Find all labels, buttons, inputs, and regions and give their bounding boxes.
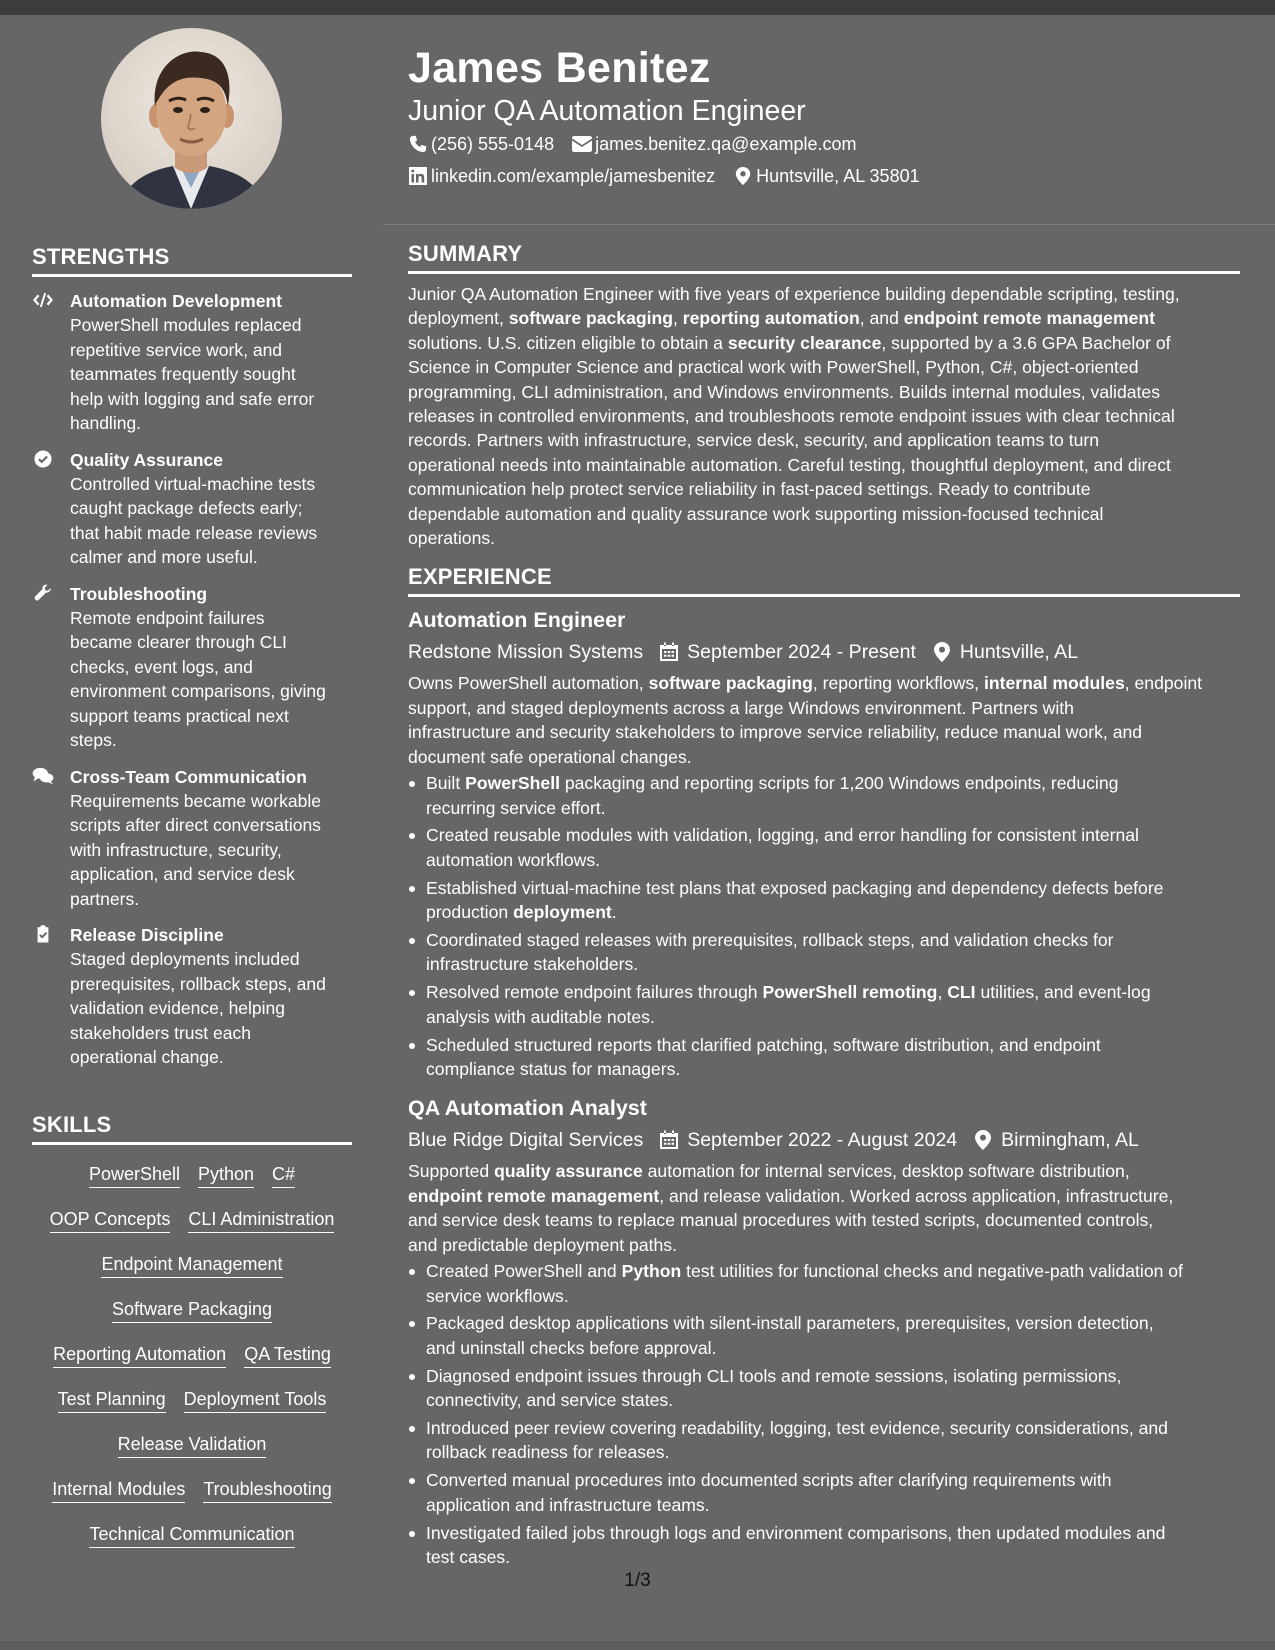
header-divider <box>383 224 1275 225</box>
job-entry <box>408 1093 1240 1569</box>
strength-description: PowerShell modules replaced repetitive service work, and teammates frequently sought help with logging and safe error handling. <box>70 315 315 433</box>
job-summary: Owns PowerShell automation, software packaging, reporting workflows, internal modules, endpoint support, and staged deployments across a large Windows environment. Partners with infrastructure and security stakeholders to improve service reliability, reduce manual work, and document safe operational changes. <box>408 673 1203 767</box>
bullet-item: Created reusable modules with validation, logging, and error handling for consistent internal automation workflows. <box>408 823 1240 872</box>
skill-tag: PowerShell <box>89 1163 180 1188</box>
job-location: Huntsville, AL <box>959 641 1079 664</box>
skill-tag: OOP Concepts <box>50 1208 171 1233</box>
calendar-icon <box>659 1130 679 1150</box>
bullet-item: Converted manual procedures into documented scripts after clarifying requirements with application and infrastructure teams. <box>408 1468 1240 1517</box>
strength-item <box>32 582 352 753</box>
strength-title: Release Discipline <box>70 925 224 945</box>
strength-title: Cross-Team Communication <box>70 766 307 787</box>
strength-title: Troubleshooting <box>70 583 208 604</box>
strength-description: Remote endpoint failures became clearer through CLI checks, event logs, and environment comparisons, giving support teams practical next steps. <box>70 607 326 750</box>
avatar <box>101 28 282 209</box>
envelope-icon <box>572 135 592 153</box>
skill-tag: CLI Administration <box>188 1208 334 1233</box>
job-meta <box>408 637 1240 667</box>
strengths-section <box>32 244 352 1070</box>
skill-row <box>32 1423 352 1468</box>
resume-header <box>408 40 1238 192</box>
bullet-item: Resolved remote endpoint failures through PowerShell remoting, CLI utilities, and event-log analysis with auditable notes. <box>408 980 1240 1029</box>
strength-description: Controlled virtual-machine tests caught package defects early; that habit made release reviews calmer and more useful. <box>70 473 318 567</box>
code-icon <box>32 289 70 436</box>
contact-row <box>408 128 1238 160</box>
strength-item <box>32 923 352 1070</box>
skill-tag: Deployment Tools <box>184 1388 327 1413</box>
skill-tag: C# <box>272 1163 295 1188</box>
company-name: Blue Ridge Digital Services <box>408 1129 644 1152</box>
bullet-item: Established virtual-machine test plans that exposed packaging and dependency defects before production deployment. <box>408 876 1240 925</box>
skill-tag: Release Validation <box>118 1433 267 1458</box>
map-pin-icon <box>733 167 753 185</box>
phone-icon <box>408 135 428 153</box>
job-dates: September 2022 - August 2024 <box>687 1129 958 1152</box>
skill-tag: Technical Communication <box>89 1523 294 1548</box>
skill-tag: Software Packaging <box>112 1298 272 1323</box>
bullet-item: Introduced peer review covering readability, logging, test evidence, security considerations, and rollback readiness for releases. <box>408 1416 1240 1465</box>
portrait-photo <box>101 28 282 209</box>
skill-row <box>32 1288 352 1333</box>
top-bar <box>0 0 1275 15</box>
skill-row <box>32 1333 352 1378</box>
job-location: Birmingham, AL <box>1001 1129 1139 1152</box>
company-name: Redstone Mission Systems <box>408 641 644 664</box>
job-dates: September 2024 - Present <box>687 641 916 664</box>
bullet-item: Scheduled structured reports that clarified patching, software distribution, and endpoint compliance status for managers. <box>408 1033 1240 1082</box>
page-number: 1/3 <box>624 1570 651 1591</box>
email-link[interactable]: james.benitez.qa@example.com <box>595 134 857 154</box>
skill-tag: Test Planning <box>58 1388 166 1413</box>
bullet-item: Created PowerShell and Python test utilities for functional checks and negative-path validation of service workflows. <box>408 1259 1240 1308</box>
skill-tag: Reporting Automation <box>53 1343 226 1368</box>
candidate-title: Junior QA Automation Engineer <box>408 95 806 127</box>
bullet-item: Built PowerShell packaging and reporting scripts for 1,200 Windows endpoints, reducing recurring service effort. <box>408 771 1240 820</box>
map-pin-icon <box>973 1130 993 1150</box>
strength-description: Staged deployments included prerequisites, rollback steps, and validation evidence, helping stakeholders trust each operational change. <box>70 949 326 1067</box>
wrench-icon <box>32 582 70 753</box>
calendar-icon <box>659 642 679 662</box>
skill-row <box>32 1513 352 1558</box>
summary-section <box>408 241 1240 550</box>
skill-tag: Internal Modules <box>52 1478 185 1503</box>
strengths-heading: STRENGTHS <box>32 244 352 277</box>
job-entry <box>408 605 1240 1081</box>
experience-section <box>408 564 1240 1569</box>
skills-list <box>32 1153 352 1558</box>
main-column <box>408 241 1240 1573</box>
skill-tag: Troubleshooting <box>203 1478 331 1503</box>
strength-item <box>32 448 352 570</box>
linkedin-link[interactable]: linkedin.com/example/jamesbenitez <box>431 166 716 186</box>
skill-row <box>32 1198 352 1243</box>
strength-title: Automation Development <box>70 291 282 311</box>
strength-item <box>32 765 352 912</box>
contact-row <box>408 160 1238 192</box>
skill-row <box>32 1243 352 1288</box>
skill-tag: Python <box>198 1163 254 1188</box>
strength-title: Quality Assurance <box>70 449 224 470</box>
strength-description: Requirements became workable scripts after direct conversations with infrastructure, security, application, and service desk partners. <box>70 790 321 909</box>
skill-row <box>32 1468 352 1513</box>
skill-row <box>32 1378 352 1423</box>
phone-number[interactable]: (256) 555-0148 <box>431 134 555 154</box>
bullet-item: Diagnosed endpoint issues through CLI tools and remote sessions, isolating permissions, connectivity, and service states. <box>408 1364 1240 1413</box>
location-text: Huntsville, AL 35801 <box>756 166 920 186</box>
page-bottom-edge <box>0 1641 1275 1650</box>
skill-row <box>32 1153 352 1198</box>
check-circle-icon <box>32 448 70 570</box>
skill-tag: Endpoint Management <box>101 1253 282 1278</box>
candidate-name: James Benitez <box>408 44 711 92</box>
linkedin-icon <box>408 167 428 185</box>
experience-heading: EXPERIENCE <box>408 564 1240 597</box>
skills-heading: SKILLS <box>32 1112 352 1145</box>
job-bullets <box>408 771 1240 1081</box>
job-title: Automation Engineer <box>408 608 626 633</box>
strength-item <box>32 289 352 436</box>
bullet-item: Packaged desktop applications with silent-install parameters, prerequisites, version detection, and uninstall checks before approval. <box>408 1311 1240 1360</box>
summary-heading: SUMMARY <box>408 241 1240 274</box>
skills-section <box>32 1112 352 1558</box>
job-title: QA Automation Analyst <box>408 1096 647 1121</box>
chat-bubbles-icon <box>32 765 70 912</box>
clipboard-check-icon <box>32 923 70 1070</box>
job-bullets <box>408 1259 1240 1569</box>
map-pin-icon <box>932 642 952 662</box>
summary-text: Junior QA Automation Engineer with five years of experience building dependable scripting, testing, deployment, software packaging, reporting automation, and endpoint remote management solutions. U.S. citizen eligible to obtain a security clearance, supported by a 3.6 GPA Bachelor of Science in Computer Science and practical work with PowerShell, Python, C#, object-oriented programming, CLI administration, and Windows environments. Builds internal modules, validates releases in controlled environments, and troubleshoots remote endpoint issues with clear technical records. Partners with infrastructure, service desk, security, and application teams to turn operational needs into maintainable automation. Careful testing, thoughtful deployment, and direct communication help protect service reliability in fast-paced settings. Ready to contribute dependable automation and quality assurance work supporting mission-focused technical operations. <box>408 284 1180 549</box>
job-summary: Supported quality assurance automation for internal services, desktop software distribution, endpoint remote management, and release validation. Worked across application, infrastructure, and service desk teams to replace manual procedures with tested scripts, documented controls, and predictable deployment paths. <box>408 1161 1174 1255</box>
bullet-item: Coordinated staged releases with prerequisites, rollback steps, and validation checks for infrastructure stakeholders. <box>408 928 1240 977</box>
bullet-item: Investigated failed jobs through logs and environment comparisons, then updated modules and test cases. <box>408 1521 1240 1570</box>
job-meta <box>408 1125 1240 1155</box>
skill-tag: QA Testing <box>244 1343 331 1368</box>
